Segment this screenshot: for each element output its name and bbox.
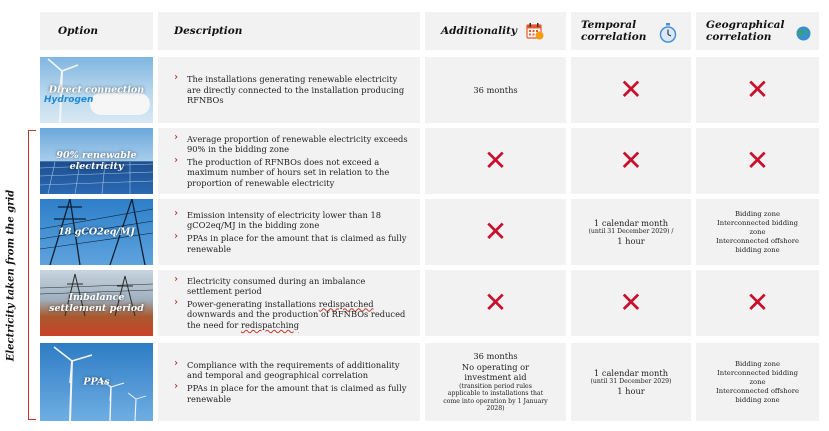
row5-geo-1: Bidding zone bbox=[734, 359, 780, 368]
header-description bbox=[158, 12, 420, 50]
row5-add-note-2: applicable to installations that bbox=[447, 390, 544, 398]
side-label-text: Electricity taken from the grid bbox=[5, 189, 17, 361]
row3-geo-2: Interconnected bidding zone bbox=[717, 218, 798, 236]
row2-image bbox=[40, 128, 153, 194]
cross-icon: ✕ bbox=[745, 73, 770, 106]
row3-option-label: 18 gCO2eq/MJ bbox=[58, 226, 135, 238]
row5-add-main-2: No operating or bbox=[461, 361, 530, 372]
stopwatch-icon bbox=[659, 23, 677, 46]
row4-additionality bbox=[425, 270, 566, 336]
row4-option-label: Imbalance settlement period bbox=[49, 292, 144, 314]
row1-additionality bbox=[425, 57, 566, 123]
row3-temporal-alt: 1 hour bbox=[617, 235, 645, 246]
row3-geo-3: Interconnected offshore bidding zone bbox=[716, 236, 799, 254]
row2-temporal bbox=[571, 128, 691, 194]
row3-geographical bbox=[696, 199, 819, 265]
header-description-label: Description bbox=[174, 25, 243, 37]
row2-geographical bbox=[696, 128, 819, 194]
row1-option-label: Direct connection bbox=[48, 84, 145, 96]
row3-temporal-note: (until 31 December 2029) / bbox=[588, 228, 674, 236]
row1-image-text: Hydrogen bbox=[44, 95, 94, 105]
row5-temporal-main: 1 calendar month bbox=[593, 367, 669, 378]
header-option-label: Option bbox=[58, 25, 98, 37]
row1-description bbox=[158, 57, 420, 123]
cross-icon: ✕ bbox=[745, 144, 770, 177]
row2-description bbox=[158, 128, 420, 194]
cross-icon: ✕ bbox=[483, 215, 508, 248]
row5-temporal-alt: 1 hour bbox=[617, 385, 645, 396]
cross-icon: ✕ bbox=[483, 144, 508, 177]
row1-temporal bbox=[571, 57, 691, 123]
row1-additionality-value: 36 months bbox=[473, 84, 518, 95]
row3-image bbox=[40, 199, 153, 265]
row5-option-label: PPAs bbox=[83, 376, 110, 388]
row5-temporal-note: (until 31 December 2029) bbox=[590, 378, 672, 386]
row3-additionality bbox=[425, 199, 566, 265]
row4-description bbox=[158, 270, 420, 336]
row5-add-main-3: investment aid bbox=[464, 372, 527, 383]
globe-icon bbox=[796, 26, 811, 44]
row4-bullet-1: › Electricity consumed during an imbalance settlement period bbox=[174, 276, 408, 297]
header-additionality bbox=[425, 12, 566, 50]
row4-geographical bbox=[696, 270, 819, 336]
row1-image bbox=[40, 57, 153, 123]
cross-icon: ✕ bbox=[619, 144, 643, 177]
cross-icon: ✕ bbox=[619, 73, 643, 106]
row1-geographical bbox=[696, 57, 819, 123]
row5-geo-2: Interconnected bidding zone bbox=[717, 368, 798, 386]
row5-geo-3: Interconnected offshore bidding zone bbox=[716, 386, 799, 404]
row4-temporal bbox=[571, 270, 691, 336]
row5-description bbox=[158, 343, 420, 421]
side-bracket bbox=[28, 130, 36, 420]
row3-bullet-2: › PPAs in place for the amount that is claimed as fully renewable bbox=[174, 233, 408, 254]
header-additionality-label: Additionality bbox=[441, 25, 518, 37]
cross-icon: ✕ bbox=[483, 286, 508, 319]
header-option bbox=[40, 12, 153, 50]
row2-bullet-2: › The production of RFNBOs does not exceed a maximum number of hours set in relation to the proportion of renewable electricity bbox=[174, 157, 408, 189]
row5-additionality bbox=[425, 343, 566, 421]
row3-geo-1: Bidding zone bbox=[734, 209, 780, 218]
cross-icon: ✕ bbox=[745, 286, 770, 319]
row5-add-note-1: (transition period rules bbox=[459, 382, 532, 390]
row5-bullet-2: › PPAs in place for the amount that is claimed as fully renewable bbox=[174, 383, 408, 404]
header-geographical-line2: correlation bbox=[706, 31, 772, 43]
row5-add-note-4: 2028) bbox=[486, 405, 505, 413]
row2-additionality bbox=[425, 128, 566, 194]
row3-bullet-1: › Emission intensity of electricity lower than 18 gCO2eq/MJ in the bidding zone bbox=[174, 210, 408, 231]
header-geographical bbox=[696, 12, 819, 50]
row1-bullet-1: › The installations generating renewable electricity are directly connected to the installation producing RFNBOs bbox=[174, 74, 408, 106]
row5-add-note-3: come into operation by 1 January bbox=[443, 397, 548, 405]
row4-image bbox=[40, 270, 153, 336]
row3-temporal-main: 1 calendar month bbox=[593, 217, 669, 228]
row3-description bbox=[158, 199, 420, 265]
header-geographical-line1: Geographical bbox=[706, 19, 785, 31]
row5-image bbox=[40, 343, 153, 421]
header-temporal-line2: correlation bbox=[581, 31, 647, 43]
row3-temporal bbox=[571, 199, 691, 265]
row5-geographical bbox=[696, 343, 819, 421]
header-temporal bbox=[571, 12, 691, 50]
header-temporal-line1: Temporal bbox=[581, 19, 637, 31]
calendar-icon bbox=[526, 22, 544, 40]
row4-bullet-2: › Power-generating installations redispatched downwards and the production of RFNBOs reduced the need for redispatching bbox=[174, 299, 408, 331]
row2-option-label: 90% renewable electricity bbox=[56, 150, 137, 172]
row5-bullet-1: › Compliance with the requirements of additionality and temporal and geographical correlation bbox=[174, 360, 408, 381]
row5-temporal bbox=[571, 343, 691, 421]
cross-icon: ✕ bbox=[619, 286, 643, 319]
row2-bullet-1: › Average proportion of renewable electricity exceeds 90% in the bidding zone bbox=[174, 134, 408, 155]
row5-add-main-1: 36 months bbox=[473, 351, 518, 362]
side-label bbox=[0, 130, 22, 420]
